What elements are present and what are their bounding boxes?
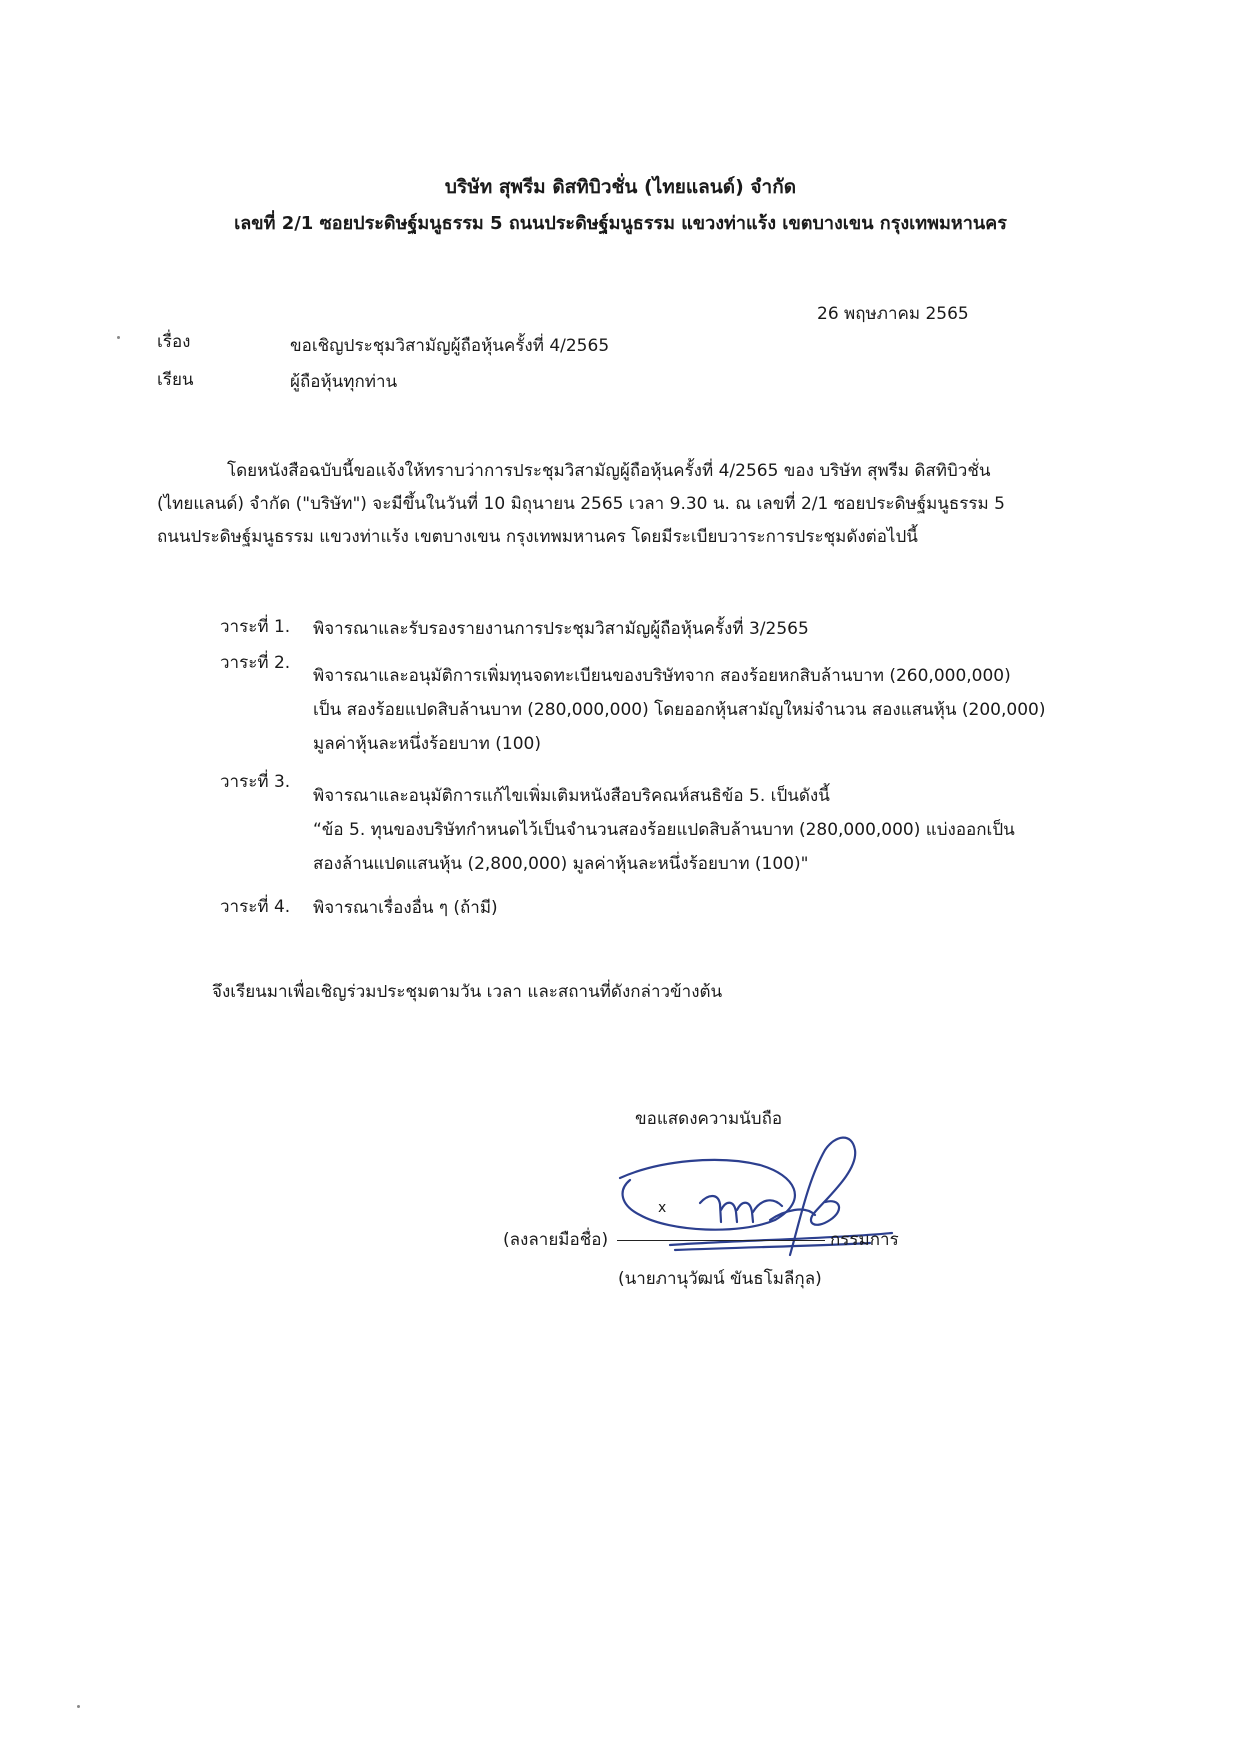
agenda-2-line: พิจารณาและอนุมัติการเพิ่มทุนจดทะเบียนของบริษัทจาก สองร้อยหกสิบล้านบาท (260,000,000) bbox=[313, 666, 1011, 686]
agenda-2-number: วาระที่ 2. bbox=[220, 653, 291, 673]
company-address: เลขที่ 2/1 ซอยประดิษฐ์มนูธรรม 5 ถนนประดิษฐ์มนูธรรม แขวงท่าแร้ง เขตบางเขน กรุงเทพมหานคร bbox=[234, 213, 1007, 234]
recipient-label: เรียน bbox=[157, 370, 194, 390]
signatory-name: (นายภานุวัฒน์ ขันธโมลีกุล) bbox=[618, 1269, 822, 1289]
agenda-3-line: “ข้อ 5. ทุนของบริษัทกำหนดไว้เป็นจำนวนสองร้อยแปดสิบล้านบาท (280,000,000) แบ่งออกเป็น bbox=[313, 820, 1015, 840]
intro-paragraph bbox=[157, 455, 1087, 554]
signature-title: กรรมการ bbox=[830, 1230, 899, 1250]
agenda-3-number: วาระที่ 3. bbox=[220, 772, 291, 792]
agenda-2-line: เป็น สองร้อยแปดสิบล้านบาท (280,000,000) โดยออกหุ้นสามัญใหม่จำนวน สองแสนหุ้น (200,000) bbox=[313, 700, 1046, 720]
signature-mark: x bbox=[658, 1200, 667, 1216]
closing-sentence: จึงเรียนมาเพื่อเชิญร่วมประชุมตามวัน เวลา และสถานที่ดังกล่าวข้างต้น bbox=[212, 982, 723, 1002]
agenda-4-number: วาระที่ 4. bbox=[220, 897, 291, 917]
agenda-2-line: มูลค่าหุ้นละหนึ่งร้อยบาท (100) bbox=[313, 734, 542, 754]
signature-closing: ขอแสดงความนับถือ bbox=[635, 1109, 783, 1129]
company-name: บริษัท สุพรีม ดิสทิบิวชั่น (ไทยแลนด์) จำกัด bbox=[444, 176, 797, 198]
signature-prefix: (ลงลายมือชื่อ) bbox=[503, 1230, 609, 1250]
agenda-3-line: พิจารณาและอนุมัติการแก้ไขเพิ่มเติมหนังสือบริคณห์สนธิข้อ 5. เป็นดังนี้ bbox=[313, 786, 830, 806]
agenda-3-line: สองล้านแปดแสนหุ้น (2,800,000) มูลค่าหุ้นละหนึ่งร้อยบาท (100)" bbox=[313, 854, 809, 874]
scan-speck bbox=[117, 336, 120, 339]
intro-line: (ไทยแลนด์) จำกัด ("บริษัท") จะมีขึ้นในวันที่ 10 มิถุนายน 2565 เวลา 9.30 น. ณ เลขที่ 2/1 ซอยประดิษฐ์มนูธรรม 5 bbox=[157, 494, 1005, 514]
agenda-4-line: พิจารณาเรื่องอื่น ๆ (ถ้ามี) bbox=[313, 898, 498, 918]
intro-line: โดยหนังสือฉบับนี้ขอแจ้งให้ทราบว่าการประชุมวิสามัญผู้ถือหุ้นครั้งที่ 4/2565 ของ บริษัท สุพรีม ดิสทิบิวชั่น bbox=[227, 461, 991, 481]
letter-date: 26 พฤษภาคม 2565 bbox=[817, 304, 969, 324]
signature-line bbox=[617, 1240, 825, 1241]
subject-label: เรื่อง bbox=[157, 332, 191, 352]
recipient-value: ผู้ถือหุ้นทุกท่าน bbox=[290, 372, 398, 392]
scan-speck bbox=[77, 1705, 80, 1708]
agenda-1-line: พิจารณาและรับรองรายงานการประชุมวิสามัญผู้ถือหุ้นครั้งที่ 3/2565 bbox=[313, 619, 809, 639]
intro-line: ถนนประดิษฐ์มนูธรรม แขวงท่าแร้ง เขตบางเขน กรุงเทพมหานคร โดยมีระเบียบวาระการประชุมดังต่อไปนี้ bbox=[157, 527, 918, 547]
subject-value: ขอเชิญประชุมวิสามัญผู้ถือหุ้นครั้งที่ 4/2565 bbox=[290, 336, 610, 356]
agenda-1-number: วาระที่ 1. bbox=[220, 617, 291, 637]
